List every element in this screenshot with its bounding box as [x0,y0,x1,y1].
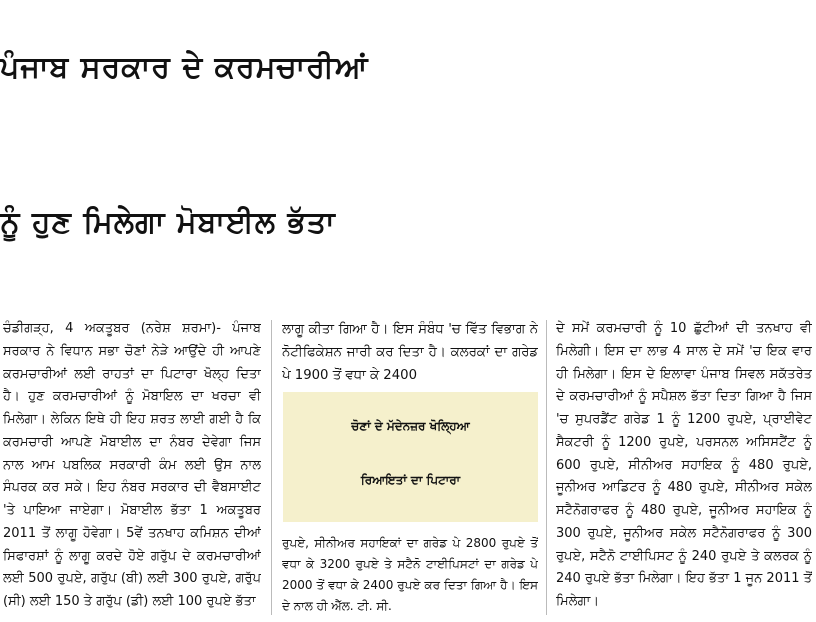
column-divider [546,320,547,615]
article-column-2-top: ਲਾਗੂ ਕੀਤਾ ਗਿਆ ਹੈ। ਇਸ ਸੰਬੰਧ 'ਚ ਵਿੱਤ ਵਿਭਾਗ ਨੇ ਨੋਟੀਫਿਕੇਸ਼ਨ ਜਾਰੀ ਕਰ ਦਿਤਾ ਹੈ। ਕਲਰਕਾਂ ਦਾ ਗਰੇਡ ਪੇ 1900 ਤੋਂ ਵਧਾ ਕੇ 2400 [282,322,538,384]
headline-line-1: ਪੰਜਾਬ ਸਰਕਾਰ ਦੇ ਕਰਮਚਾਰੀਆਂ [0,50,369,85]
article-column-3: ਦੇ ਸਮੇਂ ਕਰਮਚਾਰੀ ਨੂੰ 10 ਛੁੱਟੀਆਂ ਦੀ ਤਨਖਾਹ ਵੀ ਮਿਲੇਗੀ। ਇਸ ਦਾ ਲਾਭ 4 ਸਾਲ ਦੇ ਸਮੇਂ 'ਚ ਇਕ ਵਾਰ ਹੀ ਮਿਲੇਗਾ। ਇਸ ਦੇ ਇਲਾਵਾ ਪੰਜਾਬ ਸਿਵਲ ਸਕੱਤਰੇਤ ਦੇ ਕਰਮਚਾਰੀਆਂ ਨੂੰ ਸਪੈਸ਼ਲ ਭੱਤਾ ਦਿਤਾ ਗਿਆ ਹੈ ਜਿਸ 'ਚ ਸੁਪਰਡੈਂਟ ਗਰੇਡ 1 ਨੂੰ 1200 ਰੁਪਏ, ਪ੍ਰਾਈਵੇਟ ਸੈਕਟਰੀ ਨੂੰ 1200 ਰੁਪਏ, ਪਰਸਨਲ ਅਸਿਸਟੈਂਟ ਨੂੰ 600 ਰੁਪਏ, ਸੀਨੀਅਰ ਸਹਾਇਕ ਨੂੰ 480 ਰੁਪਏ, ਜੂਨੀਅਰ ਆਡਿਟਰ ਨੂੰ 480 ਰੁਪਏ, ਸੀਨੀਅਰ ਸਕੇਲ ਸਟੈਨੋਗਰਾਫਰ ਨੂੰ 480 ਰੁਪਏ, ਜੂਨੀਅਰ ਸਹਾਇਕ ਨੂੰ 300 ਰੁਪਏ, ਜੂਨੀਅਰ ਸਕੇਲ ਸਟੈਨੋਗਰਾਫਰ ਨੂੰ 300 ਰੁਪਏ, ਸਟੈਨੋ ਟਾਈਪਿਸਟ ਨੂੰ 240 ਰੁਪਏ ਤੇ ਕਲਰਕ ਨੂੰ 240 ਰੁਪਏ ਭੱਤਾ ਮਿਲੇਗਾ। ਇਹ ਭੱਤਾ 1 ਜੂਨ 2011 ਤੋਂ ਮਿਲੇਗਾ। [556,321,812,609]
article-column-2-bottom: ਰੁਪਏ, ਸੀਨੀਅਰ ਸਹਾਇਕਾਂ ਦਾ ਗਰੇਡ ਪੇ 2800 ਰੁਪਏ ਤੋਂ ਵਧਾ ਕੇ 3200 ਰੁਪਏ ਤੇ ਸਟੈਨੋ ਟਾਈਪਿਸਟਾਂ ਦਾ ਗਰੇਡ ਪੇ 2000 ਤੋਂ ਵਧਾ ਕੇ 2400 ਰੁਪਏ ਕਰ ਦਿਤਾ ਗਿਆ ਹੈ। ਇਸ ਦੇ ਨਾਲ ਹੀ ਐੱਲ. ਟੀ. ਸੀ. [282,536,538,613]
headline-line-2: ਨੂੰ ਹੁਣ ਮਿਲੇਗਾ ਮੋਬਾਈਲ ਭੱਤਾ [0,205,336,240]
subheadline-line-1: ਚੋਣਾਂ ਦੇ ਮੱਦੇਨਜ਼ਰ ਖੋਲ੍ਹਿਆ [351,419,470,433]
subheadline-box [283,392,538,522]
column-divider [271,320,272,615]
subheadline-line-2: ਰਿਆਇਤਾਂ ਦਾ ਪਿਟਾਰਾ [360,473,461,487]
article-column-1: ਚੰਡੀਗੜ੍ਹ, 4 ਅਕਤੂਬਰ (ਨਰੇਸ਼ ਸ਼ਰਮਾ)- ਪੰਜਾਬ ਸਰਕਾਰ ਨੇ ਵਿਧਾਨ ਸਭਾ ਚੋਣਾਂ ਨੇੜੇ ਆਉਂਦੇ ਹੀ ਆਪਣੇ ਕਰਮਚਾਰੀਆਂ ਲਈ ਰਾਹਤਾਂ ਦਾ ਪਿਟਾਰਾ ਖੋਲ੍ਹ ਦਿਤਾ ਹੈ। ਹੁਣ ਕਰਮਚਾਰੀਆਂ ਨੂੰ ਮੋਬਾਇਲ ਦਾ ਖਰਚਾ ਵੀ ਮਿਲੇਗਾ। ਲੇਕਿਨ ਇਥੇ ਹੀ ਇਹ ਸ਼ਰਤ ਲਾਈ ਗਈ ਹੈ ਕਿ ਕਰਮਚਾਰੀ ਆਪਣੇ ਮੋਬਾਈਲ ਦਾ ਨੰਬਰ ਦੇਵੇਗਾ ਜਿਸ ਨਾਲ ਆਮ ਪਬਲਿਕ ਸਰਕਾਰੀ ਕੰਮ ਲਈ ਉਸ ਨਾਲ ਸੰਪਰਕ ਕਰ ਸਕੇ। ਇਹ ਨੰਬਰ ਸਰਕਾਰ ਦੀ ਵੈਬਸਾਈਟ 'ਤੇ ਪਾਇਆ ਜਾਏਗਾ। ਮੋਬਾਈਲ ਭੱਤਾ 1 ਅਕਤੂਬਰ 2011 ਤੋਂ ਲਾਗੂ ਹੋਵੇਗਾ। 5ਵੇਂ ਤਨਖਾਹ ਕਮਿਸ਼ਨ ਦੀਆਂ ਸਿਫਾਰਸ਼ਾਂ ਨੂੰ ਲਾਗੂ ਕਰਦੇ ਹੋਏ ਗਰੁੱਪ ਦੇ ਕਰਮਚਾਰੀਆਂ ਲਈ 500 ਰੁਪਏ, ਗਰੁੱਪ (ਬੀ) ਲਈ 300 ਰੁਪਏ, ਗਰੁੱਪ (ਸੀ) ਲਈ 150 ਤੇ ਗਰੁੱਪ (ਡੀ) ਲਈ 100 ਰੁਪਏ ਭੱਤਾ [3,321,261,609]
